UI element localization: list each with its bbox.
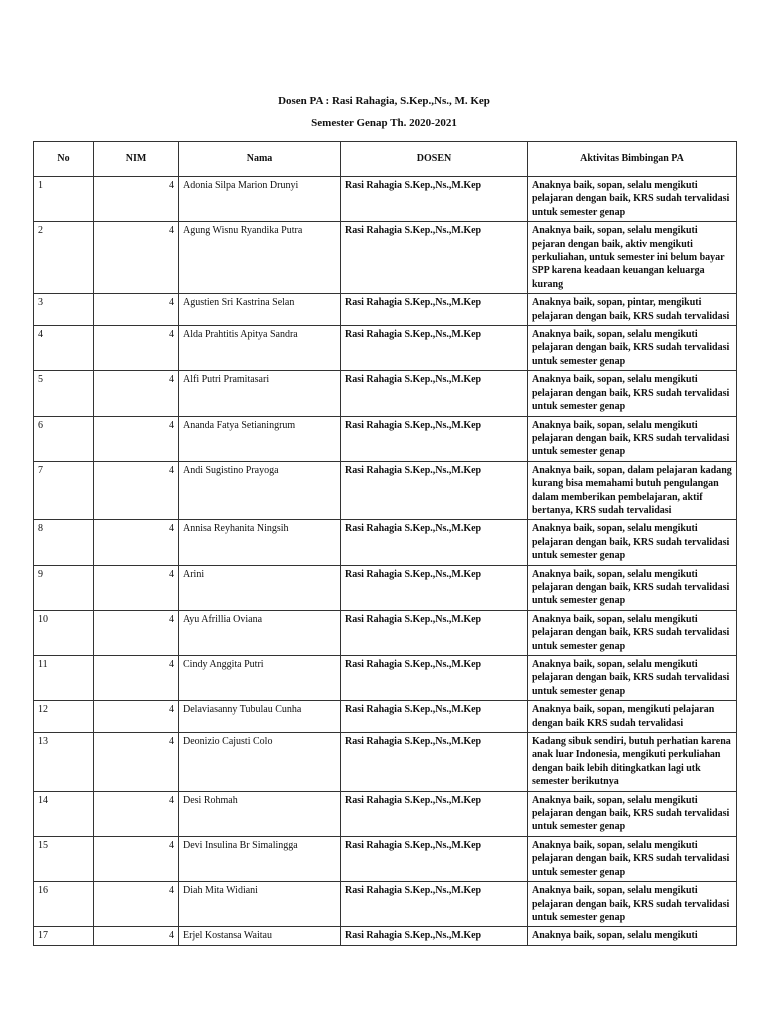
table-row [34,326,737,371]
cell-no: 3 [34,294,94,326]
header-aktivitas: Aktivitas Bimbingan PA [528,142,737,177]
cell-nama: Alda Prahtitis Apitya Sandra [179,326,341,371]
cell-nim: 4 [94,701,179,733]
cell-aktivitas: Anaknya baik, sopan, selalu mengikuti pejaran dengan baik, aktiv mengikuti perkuliahan, untuk semester ini belum bayar SPP karena keadaan keuangan keluarga kurang [528,222,737,294]
cell-no: 9 [34,565,94,610]
cell-nama: Deonizio Cajusti Colo [179,733,341,792]
table-row [34,836,737,881]
cell-dosen: Rasi Rahagia S.Kep.,Ns.,M.Kep [341,656,528,701]
cell-nim: 4 [94,791,179,836]
cell-nama: Delaviasanny Tubulau Cunha [179,701,341,733]
cell-no: 12 [34,701,94,733]
cell-aktivitas: Anaknya baik, sopan, selalu mengikuti pelajaran dengan baik, KRS sudah tervalidasi untuk semester genap [528,520,737,565]
cell-no: 1 [34,177,94,222]
header-dosen: DOSEN [341,142,528,177]
cell-nim: 4 [94,882,179,927]
table-row [34,927,737,946]
cell-no: 4 [34,326,94,371]
cell-dosen: Rasi Rahagia S.Kep.,Ns.,M.Kep [341,791,528,836]
cell-nama: Devi Insulina Br Simalingga [179,836,341,881]
table-body [34,177,737,946]
cell-aktivitas: Anaknya baik, sopan, mengikuti pelajaran dengan baik KRS sudah tervalidasi [528,701,737,733]
cell-nim: 4 [94,416,179,461]
cell-aktivitas: Anaknya baik, sopan, selalu mengikuti [528,927,737,946]
cell-no: 10 [34,610,94,655]
cell-dosen: Rasi Rahagia S.Kep.,Ns.,M.Kep [341,733,528,792]
cell-nim: 4 [94,222,179,294]
cell-nama: Alfi Putri Pramitasari [179,371,341,416]
table-row [34,371,737,416]
cell-aktivitas: Kadang sibuk sendiri, butuh perhatian karena anak luar Indonesia, mengikuti perkuliahan dengan baik lebih ditingkatkan lagi utk semester berikutnya [528,733,737,792]
cell-aktivitas: Anaknya baik, sopan, selalu mengikuti pelajaran dengan baik, KRS sudah tervalidasi untuk semester genap [528,565,737,610]
table-row [34,222,737,294]
cell-nim: 4 [94,565,179,610]
cell-no: 8 [34,520,94,565]
cell-dosen: Rasi Rahagia S.Kep.,Ns.,M.Kep [341,326,528,371]
cell-no: 17 [34,927,94,946]
cell-dosen: Rasi Rahagia S.Kep.,Ns.,M.Kep [341,416,528,461]
cell-no: 14 [34,791,94,836]
cell-dosen: Rasi Rahagia S.Kep.,Ns.,M.Kep [341,882,528,927]
cell-no: 5 [34,371,94,416]
table-row [34,520,737,565]
cell-aktivitas: Anaknya baik, sopan, dalam pelajaran kadang kurang bisa memahami butuh pengulangan dalam memberikan pembelajaran, aktif bertanya, KRS sudah tervalidasi [528,461,737,520]
cell-aktivitas: Anaknya baik, sopan, selalu mengikuti pelajaran dengan baik, KRS sudah tervalidasi untuk semester genap [528,836,737,881]
table-header-row [34,142,737,177]
table-row [34,294,737,326]
cell-aktivitas: Anaknya baik, sopan, selalu mengikuti pelajaran dengan baik, KRS sudah tervalidasi untuk semester genap [528,177,737,222]
cell-nama: Arini [179,565,341,610]
cell-dosen: Rasi Rahagia S.Kep.,Ns.,M.Kep [341,177,528,222]
cell-nim: 4 [94,520,179,565]
table-row [34,656,737,701]
table-row [34,461,737,520]
cell-nama: Desi Rohmah [179,791,341,836]
table-row [34,733,737,792]
table-row [34,177,737,222]
cell-no: 7 [34,461,94,520]
cell-nama: Annisa Reyhanita Ningsih [179,520,341,565]
cell-nama: Ayu Afrillia Oviana [179,610,341,655]
document-title: Dosen PA : Rasi Rahagia, S.Kep.,Ns., M. Kep [278,95,490,107]
cell-dosen: Rasi Rahagia S.Kep.,Ns.,M.Kep [341,520,528,565]
cell-nama: Ananda Fatya Setianingrum [179,416,341,461]
cell-dosen: Rasi Rahagia S.Kep.,Ns.,M.Kep [341,565,528,610]
cell-nim: 4 [94,927,179,946]
header-nama: Nama [179,142,341,177]
cell-aktivitas: Anaknya baik, sopan, pintar, mengikuti pelajaran dengan baik, KRS sudah tervalidasi [528,294,737,326]
cell-nim: 4 [94,371,179,416]
cell-aktivitas: Anaknya baik, sopan, selalu mengikuti pelajaran dengan baik, KRS sudah tervalidasi untuk semester genap [528,791,737,836]
cell-no: 6 [34,416,94,461]
table-row [34,791,737,836]
cell-nama: Agung Wisnu Ryandika Putra [179,222,341,294]
cell-nama: Andi Sugistino Prayoga [179,461,341,520]
semester-subtitle: Semester Genap Th. 2020-2021 [311,117,457,129]
cell-dosen: Rasi Rahagia S.Kep.,Ns.,M.Kep [341,294,528,326]
cell-nim: 4 [94,733,179,792]
cell-aktivitas: Anaknya baik, sopan, selalu mengikuti pelajaran dengan baik, KRS sudah tervalidasi untuk semester genap [528,882,737,927]
cell-no: 13 [34,733,94,792]
cell-nama: Agustien Sri Kastrina Selan [179,294,341,326]
cell-no: 11 [34,656,94,701]
cell-no: 15 [34,836,94,881]
header-no: No [34,142,94,177]
cell-nama: Erjel Kostansa Waitau [179,927,341,946]
table-row [34,416,737,461]
cell-dosen: Rasi Rahagia S.Kep.,Ns.,M.Kep [341,222,528,294]
table-row [34,882,737,927]
table-row [34,610,737,655]
cell-aktivitas: Anaknya baik, sopan, selalu mengikuti pelajaran dengan baik, KRS sudah tervalidasi untuk semester genap [528,371,737,416]
cell-aktivitas: Anaknya baik, sopan, selalu mengikuti pelajaran dengan baik, KRS sudah tervalidasi untuk semester genap [528,656,737,701]
cell-dosen: Rasi Rahagia S.Kep.,Ns.,M.Kep [341,927,528,946]
cell-nim: 4 [94,177,179,222]
cell-aktivitas: Anaknya baik, sopan, selalu mengikuti pelajaran dengan baik, KRS sudah tervalidasi untuk semester genap [528,416,737,461]
bimbingan-table [33,141,737,946]
cell-dosen: Rasi Rahagia S.Kep.,Ns.,M.Kep [341,371,528,416]
cell-nim: 4 [94,656,179,701]
cell-nama: Cindy Anggita Putri [179,656,341,701]
cell-dosen: Rasi Rahagia S.Kep.,Ns.,M.Kep [341,610,528,655]
cell-dosen: Rasi Rahagia S.Kep.,Ns.,M.Kep [341,461,528,520]
header-nim: NIM [94,142,179,177]
cell-dosen: Rasi Rahagia S.Kep.,Ns.,M.Kep [341,701,528,733]
cell-nim: 4 [94,294,179,326]
cell-nim: 4 [94,836,179,881]
cell-nama: Diah Mita Widiani [179,882,341,927]
cell-nim: 4 [94,610,179,655]
table-row [34,565,737,610]
table-row [34,701,737,733]
cell-nim: 4 [94,461,179,520]
cell-nama: Adonia Silpa Marion Drunyi [179,177,341,222]
cell-nim: 4 [94,326,179,371]
cell-aktivitas: Anaknya baik, sopan, selalu mengikuti pelajaran dengan baik, KRS sudah tervalidasi untuk semester genap [528,610,737,655]
cell-no: 2 [34,222,94,294]
cell-aktivitas: Anaknya baik, sopan, selalu mengikuti pelajaran dengan baik, KRS sudah tervalidasi untuk semester genap [528,326,737,371]
cell-no: 16 [34,882,94,927]
cell-dosen: Rasi Rahagia S.Kep.,Ns.,M.Kep [341,836,528,881]
